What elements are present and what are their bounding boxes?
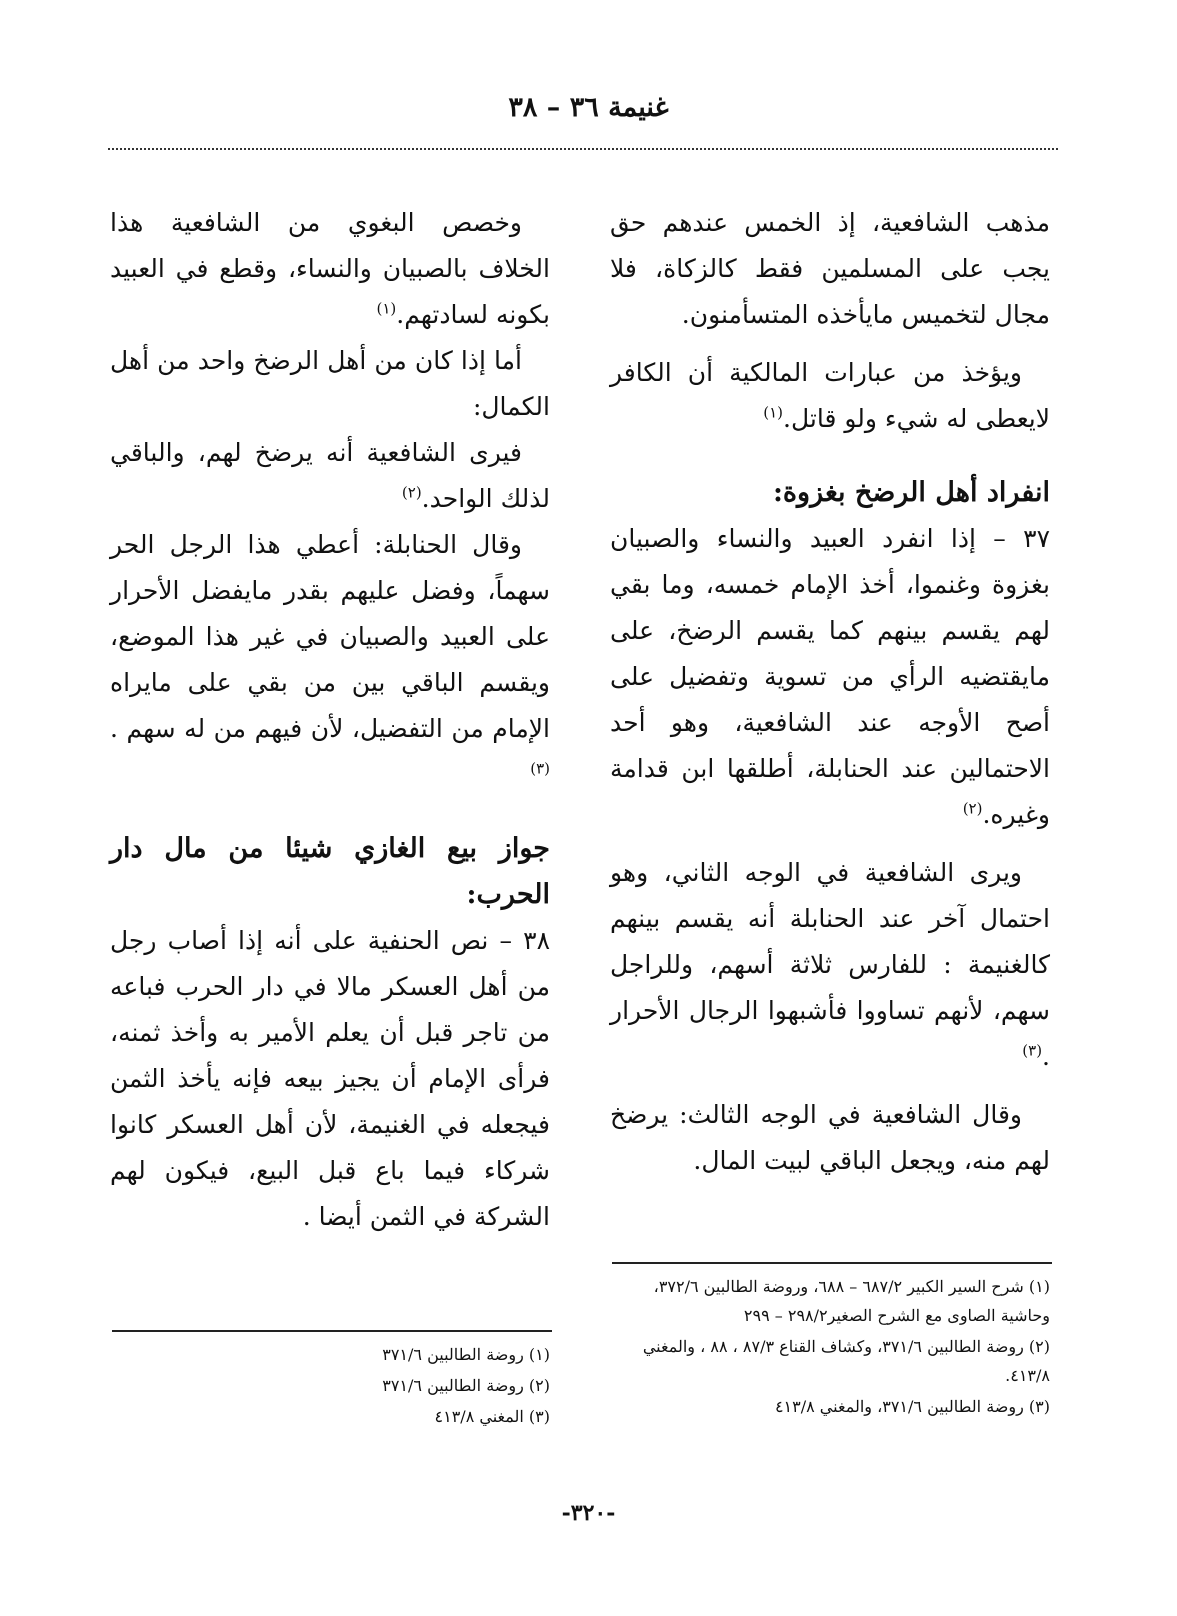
footnote-divider [112, 1330, 552, 1332]
footnote: (١) شرح السير الكبير ٦٨٧/٢ – ٦٨٨، وروضة الطالبين ٣٧٢/٦، وحاشية الصاوى مع الشرح الصغير٢٩٨/٢ – ٢٩٩ [653, 1277, 1050, 1325]
paragraph-text: وخصص البغوي من الشافعية هذا الخلاف بالصبيان والنساء، وقطع في العبيد بكونه لسادتهم. [110, 208, 550, 329]
footnote: (١) روضة الطالبين ٣٧١/٦ [382, 1345, 550, 1364]
footnote-divider [612, 1262, 1052, 1264]
footnote-ref: (٣) [530, 759, 550, 778]
footnotes-right [610, 1272, 1050, 1423]
paragraph-text: ٣٧ – إذا انفرد العبيد والنساء والصبيان بغزوة وغنموا، أخذ الإمام خمسه، وما بقي لهم يقسم بينهم كما يقسم الرضخ، على مايقتضيه الرأي من تسوية وتفضيل على أصح الأوجه عند الشافعية، وهو أحد الاحتمالين عند الحنابلة، أطلقها ابن قدامة وغيره. [610, 524, 1050, 829]
paragraph [110, 430, 550, 522]
paragraph [610, 516, 1050, 838]
paragraph-text: ويرى الشافعية في الوجه الثاني، وهو احتمال آخر عند الحنابلة أنه يقسم بينهم كالغنيمة : للفارس ثلاثة أسهم، وللراجل سهم، لأنهم تساووا فأشبهوا الرجال الأحرار . [610, 858, 1050, 1071]
footnote-ref: (٢) [962, 799, 983, 818]
paragraph [110, 522, 550, 798]
page-header-title: غنيمة ٣٦ – ٣٨ [508, 92, 669, 123]
page-number: -٣٢٠- [561, 1500, 616, 1526]
section-heading: انفراد أهل الرضخ بغزوة: [772, 477, 1050, 508]
paragraph [610, 850, 1050, 1080]
paragraph: وقال الشافعية في الوجه الثالث: يرضخ لهم منه، ويجعل الباقي لبيت المال. [610, 1100, 1050, 1175]
paragraph-text: فيرى الشافعية أنه يرضخ لهم، والباقي لذلك الواحد. [110, 438, 550, 513]
paragraph-text: ويؤخذ من عبارات المالكية أن الكافر لايعطى له شيء ولو قاتل. [610, 358, 1050, 433]
paragraph [610, 350, 1050, 442]
header-dotted-divider [108, 148, 1058, 150]
paragraph: ٣٨ – نص الحنفية على أنه إذا أصاب رجل من أهل العسكر مالا في دار الحرب فباعه من تاجر قبل أن يعلم الأمير به وأخذ ثمنه، فرأى الإمام أن يجيز بيعه فإنه يأخذ الثمن فيجعله في الغنيمة، لأن أهل العسكر كانوا شركاء فيما باع قبل البيع، فيكون لهم الشركة في الثمن أيضا . [110, 926, 550, 1231]
left-column [110, 200, 550, 1240]
right-column [610, 200, 1050, 1184]
paragraph [110, 200, 550, 338]
footnote: (٢) روضة الطالبين ٣٧١/٦ [382, 1376, 550, 1395]
paragraph: مذهب الشافعية، إذ الخمس عندهم حق يجب على المسلمين فقط كالزكاة، فلا مجال لتخميس مايأخذه المتسأمنون. [610, 208, 1050, 329]
paragraph-text: وقال الحنابلة: أعطي هذا الرجل الحر سهماً، وفضل عليهم بقدر مايفضل الأحرار على العبيد والصبيان في غير هذا الموضع، ويقسم الباقي بين من بقي على مايراه الإمام من التفضيل، لأن فيهم من له سهم . [110, 530, 550, 743]
footnote-ref: (٣) [1022, 1041, 1043, 1060]
section-heading: جواز بيع الغازي شيئا من مال دار الحرب: [110, 833, 550, 910]
footnotes-left [110, 1340, 550, 1433]
footnote-ref: (١) [376, 299, 397, 318]
footnote: (٣) روضة الطالبين ٣٧١/٦، والمغني ٤١٣/٨ [774, 1397, 1050, 1416]
footnote: (٢) روضة الطالبين ٣٧١/٦، وكشاف القناع ٨٧/٣ ، ٨٨ ، والمغني ٤١٣/٨. [642, 1337, 1050, 1385]
paragraph: أما إذا كان من أهل الرضخ واحد من أهل الكمال: [110, 346, 550, 421]
footnote-ref: (١) [763, 403, 784, 422]
footnote: (٣) المغني ٤١٣/٨ [434, 1407, 550, 1426]
footnote-ref: (٢) [401, 483, 422, 502]
